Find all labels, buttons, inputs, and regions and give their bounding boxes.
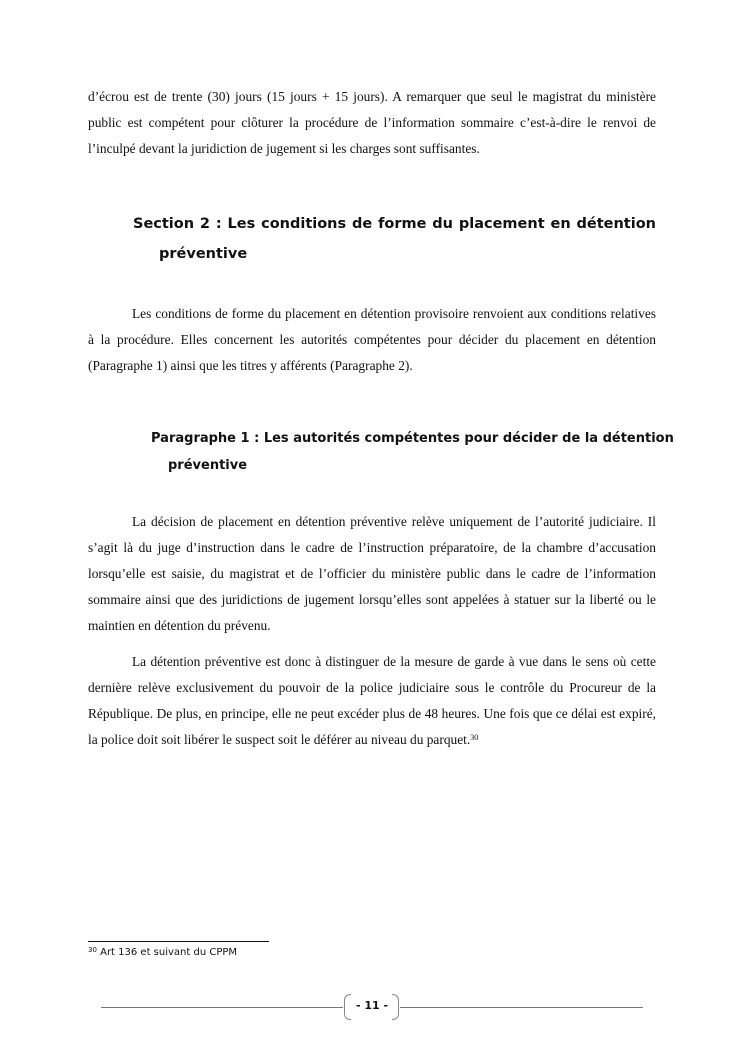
footnote (88, 947, 237, 958)
page-number: - 11 - (355, 999, 389, 1012)
footer-rule-right (400, 1007, 643, 1008)
paragraph-continuation: d’écrou est de trente (30) jours (15 jours + 15 jours). A remarquer que seul le magistrat du ministère public est compétent pour clôturer la procédure de l’information sommaire c’est-à-dire le renvoi de l’inculpé devant la juridiction de jugement si les charges sont suffisantes. (88, 89, 656, 156)
section-heading-line-1: Section 2 : Les conditions de forme du placement en détention (133, 216, 656, 232)
paragraph-distinction-text: La détention préventive est donc à distinguer de la mesure de garde à vue dans le sens où cette dernière relève exclusivement du pouvoir de la police judiciaire sous le contrôle du Procureur de la République. De plus, en principe, elle ne peut excéder plus de 48 heures. Une fois que ce délai est expiré, la police doit soit libérer le suspect soit le déférer au niveau du parquet. (88, 654, 656, 747)
paragraph-heading-line-1: Paragraphe 1 : Les autorités compétentes pour décider de la détention (151, 431, 674, 446)
footnote-separator (88, 941, 269, 942)
paragraph-heading-line-2: préventive (168, 458, 248, 473)
section-heading (133, 209, 656, 269)
paragraph-intro: Les conditions de forme du placement en détention provisoire renvoient aux conditions relatives à la procédure. Elles concernent les autorités compétentes pour décider du placement en détention (Paragraphe 1) ainsi que les titres y afférents (Paragraphe 2). (88, 306, 656, 373)
footer-rule-left (101, 1007, 343, 1008)
paragraph-distinction (88, 649, 656, 753)
footnote-reference[interactable]: 30 (470, 733, 479, 742)
footnote-text: Art 136 et suivant du CPPM (100, 947, 238, 958)
page-number-bracket-right (392, 994, 399, 1020)
page-number-bracket-left (344, 994, 351, 1020)
paragraph-heading (151, 425, 674, 479)
section-heading-line-2: préventive (159, 246, 248, 262)
footnote-number: 30 (88, 946, 97, 954)
paragraph-decision: La décision de placement en détention préventive relève uniquement de l’autorité judiciaire. Il s’agit là du juge d’instruction dans le cadre de l’instruction préparatoire, de la chambre d’accusation lorsqu’elle est saisie, du magistrat et de l’officier du ministère public dans le cadre de l’information sommaire ainsi que des juridictions de jugement lorsqu’elles sont appelées à statuer sur la liberté ou le maintien en détention du prévenu. (88, 514, 656, 633)
